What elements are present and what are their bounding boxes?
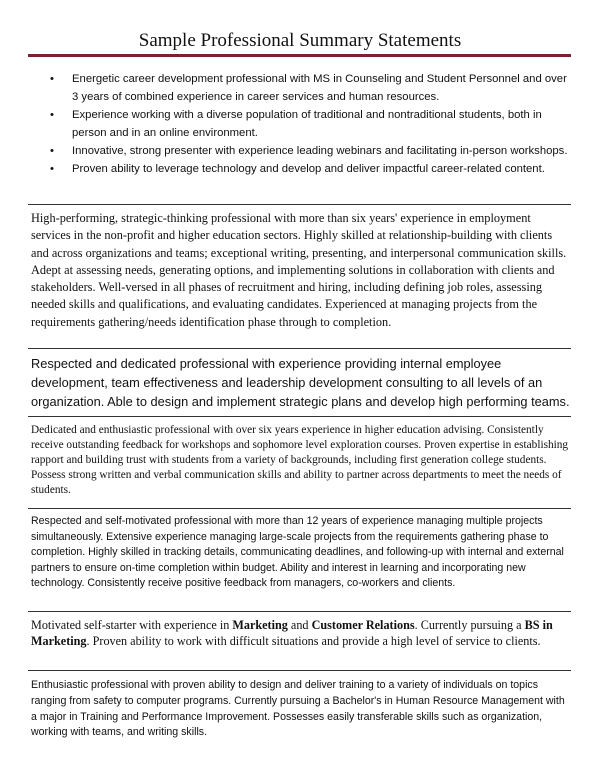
bullet-icon: • xyxy=(50,109,54,121)
p5-text-4: . Proven ability to work with difficult situations and provide a high level of service to clients. xyxy=(86,634,541,648)
summary-paragraph-4: Respected and self-motivated professional with more than 12 years of experience managing multiple projects simultaneously. Extensive experience managing large-scale projects from the requirements gathering phase to completion. Highly skilled in tracking details, communicating deadlines, and following-up with internal and external partners to ensure on-time completion within budget. Ability and interest in learning and incorporating new technology. Consistently receive positive feedback from managers, co-workers and clients. xyxy=(31,515,564,590)
summary-paragraph-3: Dedicated and enthusiastic professional with over six years experience in higher education advising. Consistently receive outstanding feedback for workshops and sophomore level exploration courses. Proven expertise in establishing rapport and building trust with students from a variety of backgrounds, including first generation college students. Possess strong written and verbal communication skills and ability to partner across departments to meet the needs of students. xyxy=(31,424,569,496)
p5-bold-customer-relations: Customer Relations xyxy=(311,618,415,632)
bullet-text: Innovative, strong presenter with experience leading webinars and facilitating in-person workshops. xyxy=(72,145,568,157)
list-item xyxy=(28,160,571,178)
bullet-icon: • xyxy=(50,145,54,157)
p5-text-2: and xyxy=(287,618,312,632)
bullet-text: Energetic career development professional with MS in Counseling and Student Personnel and over 3 years of combined experience in career services and human resources. xyxy=(72,73,567,103)
p5-bold-degree: BS in Marketing xyxy=(31,618,553,648)
list-item xyxy=(28,70,571,106)
bullet-text: Experience working with a diverse population of traditional and nontraditional students, both in person and in an online environment. xyxy=(72,109,542,139)
p5-bold-marketing: Marketing xyxy=(232,618,288,632)
page-title: Sample Professional Summary Statements xyxy=(138,30,462,51)
summary-paragraph-2: Respected and dedicated professional with experience providing internal employee development, team effectiveness and leadership development consulting to all levels of an organization. Able to design and implement strategic plans and develop high performing teams. xyxy=(31,356,570,409)
list-item xyxy=(28,106,571,142)
p5-text-1: Motivated self-starter with experience in xyxy=(31,618,233,632)
bullet-icon: • xyxy=(50,163,54,175)
section-divider xyxy=(28,348,571,349)
summary-paragraph-1: High-performing, strategic-thinking professional with more than six years' experience in employment services in the non-profit and higher education sectors. Highly skilled at relationship-building with clients and across organizations and teams; exceptional writing, presenting, and interpersonal communication skills. Adept at assessing needs, generating options, and implementing solutions in collaboration with clients and stakeholders. Well-versed in all phases of recruitment and hiring, including defining job roles, assessing needed skills and qualifications, and evaluating candidates. Experienced at managing projects from the requirements gathering/needs identification phase through to completion. xyxy=(31,211,567,329)
list-item xyxy=(28,142,571,160)
section-divider xyxy=(28,611,571,612)
p5-text-3: . Currently pursuing a xyxy=(414,618,525,632)
title-rule xyxy=(28,54,571,57)
section-divider xyxy=(28,670,571,671)
summary-paragraph-6: Enthusiastic professional with proven ability to design and deliver training to a variety of individuals on topics ranging from safety to computer programs. Currently pursuing a Bachelor's in Human Resource Management with a major in Training and Performance Improvement. Possesses easily transferable skills such as organization, working with teams, and writing skills. xyxy=(31,679,565,739)
bullet-icon: • xyxy=(50,73,54,85)
section-divider xyxy=(28,508,571,509)
section-divider xyxy=(28,416,571,417)
section-divider xyxy=(28,204,571,205)
bullet-text: Proven ability to leverage technology and develop and deliver impactful career-related content. xyxy=(72,163,545,175)
summary-paragraph-5 xyxy=(31,617,571,649)
summary-bullet-list xyxy=(28,70,571,178)
